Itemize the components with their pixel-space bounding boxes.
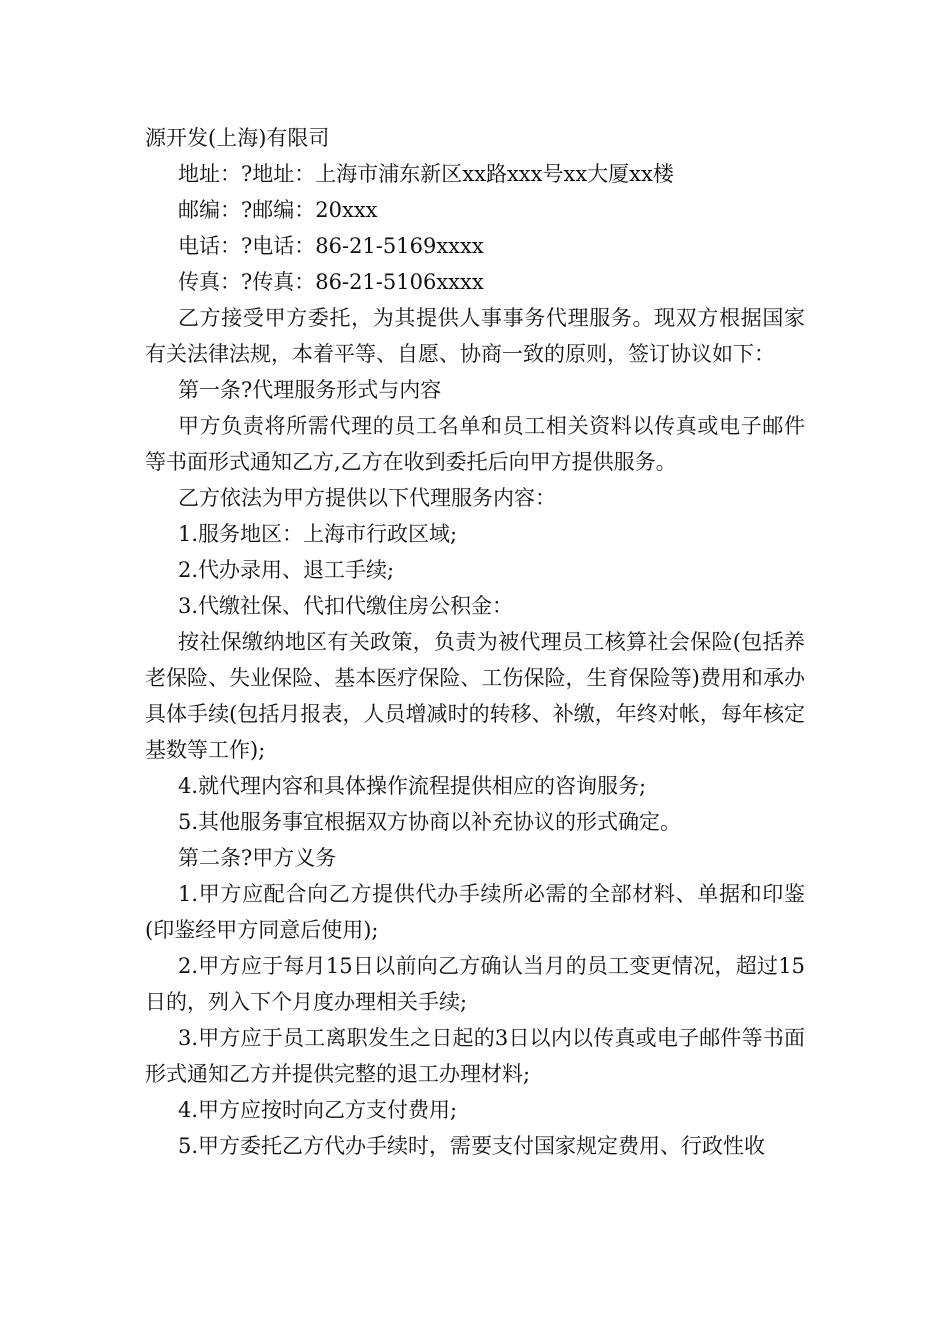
company-name-fragment: 源开发(上海)有限司 [145, 126, 330, 150]
article-2-item-2: 2.甲方应于每月15日以前向乙方确认当月的员工变更情况，超过15日的，列入下个月度办理相关手续; [145, 954, 805, 1014]
article-1-item-1: 1.服务地区：上海市行政区域; [178, 522, 458, 546]
article-1-item-3: 3.代缴社保、代扣代缴住房公积金： [178, 594, 514, 618]
phone-line: 电话：?电话：86-21-5169xxxx [178, 234, 484, 258]
article-1-paragraph: 甲方负责将所需代理的员工名单和员工相关资料以传真或电子邮件等书面形式通知乙方,乙方在收到委托后向甲方提供服务。 [145, 414, 805, 474]
article-2-item-5: 5.甲方委托乙方代办手续时，需要支付国家规定费用、行政性收 [178, 1134, 766, 1158]
article-1-item-2: 2.代办录用、退工手续; [178, 558, 395, 582]
document-body [145, 120, 805, 1164]
article-1-item-4: 4.就代理内容和具体操作流程提供相应的咨询服务; [178, 774, 647, 798]
article-2-item-3: 3.甲方应于员工离职发生之日起的3日以内以传真或电子邮件等书面形式通知乙方并提供完整的退工办理材料; [145, 1026, 805, 1086]
fax-line: 传真：?传真：86-21-5106xxxx [178, 270, 484, 294]
address-line: 地址：?地址：上海市浦东新区xx路xxx号xx大厦xx楼 [178, 162, 674, 186]
article-2-heading: 第二条?甲方义务 [178, 846, 337, 870]
article-1-item-3-detail: 按社保缴纳地区有关政策，负责为被代理员工核算社会保险(包括养老保险、失业保险、基本医疗保险、工伤保险，生育保险等)费用和承办具体手续(包括月报表，人员增减时的转移、补缴，年终对帐，每年核定基数等工作); [145, 630, 805, 762]
agreement-preamble: 乙方接受甲方委托，为其提供人事事务代理服务。现双方根据国家有关法律法规，本着平等、自愿、协商一致的原则，签订协议如下： [145, 306, 805, 366]
article-1-heading: 第一条?代理服务形式与内容 [178, 378, 442, 402]
postcode-line: 邮编：?邮编：20xxx [178, 198, 378, 222]
article-1-item-5: 5.其他服务事宜根据双方协商以补充协议的形式确定。 [178, 810, 682, 834]
article-1-services-intro: 乙方依法为甲方提供以下代理服务内容： [178, 486, 556, 510]
article-2-item-4: 4.甲方应按时向乙方支付费用; [178, 1098, 458, 1122]
article-2-item-1: 1.甲方应配合向乙方提供代办手续所必需的全部材料、单据和印鉴(印鉴经甲方同意后使用); [145, 882, 805, 942]
